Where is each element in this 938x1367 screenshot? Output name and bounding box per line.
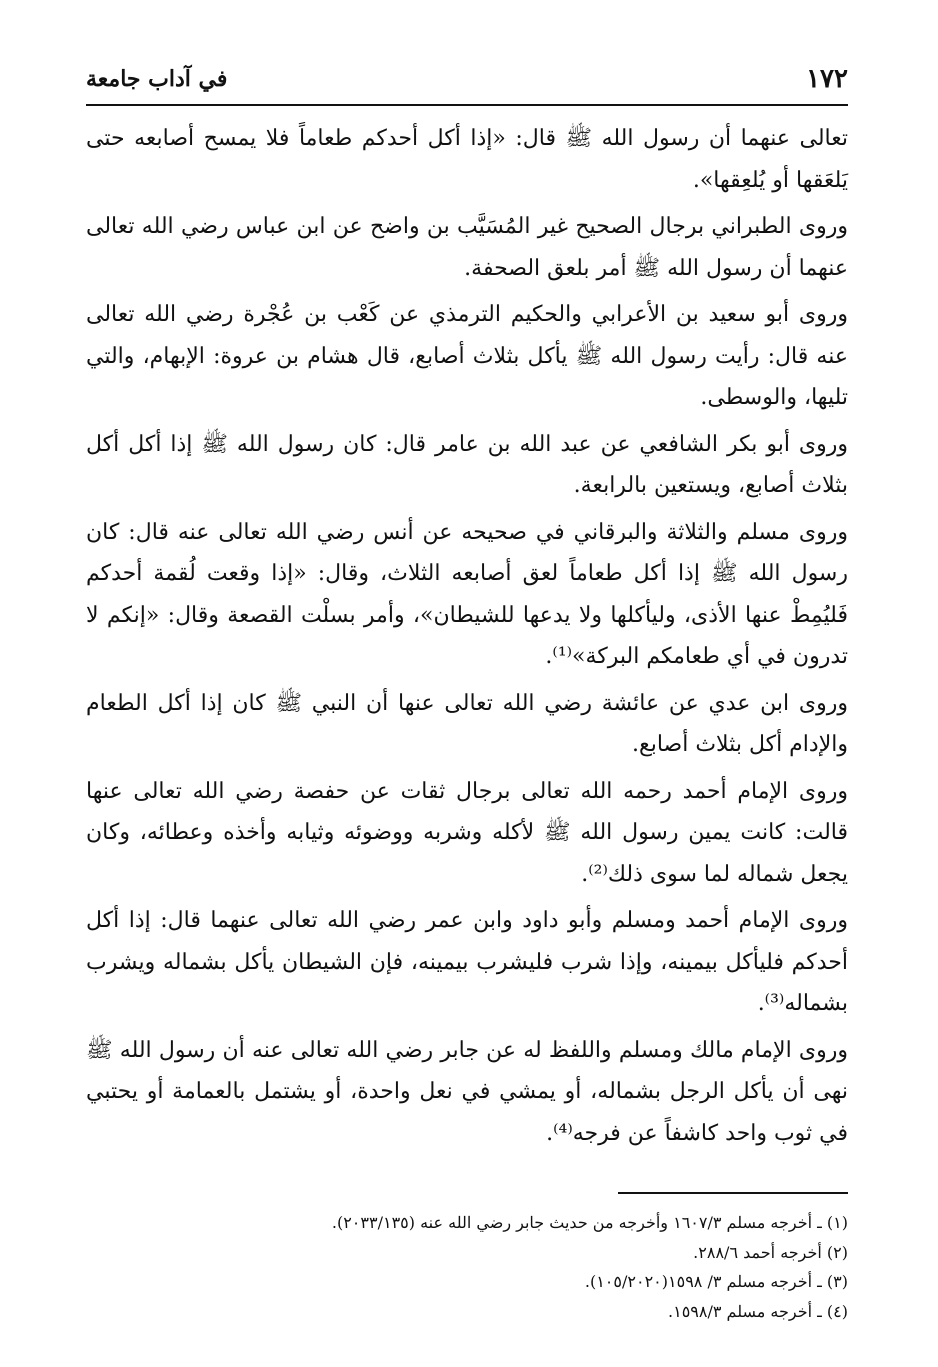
paragraph: وروى الإمام مالك ومسلم واللفظ له عن جابر رضي الله تعالى عنه أن رسول الله ﷺ نهى أن يأكل الرجل بشماله، أو يمشي في نعل واحدة، أو يشتمل بالعمامة أو يحتبي في ثوب واحد كاشفاً عن فرجه⁽⁴⁾. — [86, 1037, 849, 1146]
footnote: (٢) أخرجه أحمد ٢٨٨/٦. — [693, 1242, 848, 1262]
paragraph: وروى الطبراني برجال الصحيح غير المُسَيَّب بن واضح عن ابن عباس رضي الله تعالى عنهما أن رسول الله ﷺ أمر بلعق الصحفة. — [86, 214, 848, 281]
footnote: (١) ـ أخرجه مسلم ١٦٠٧/٣ وأخرجه من حديث جابر رضي الله عنه (٢٠٣٣/١٣٥). — [331, 1213, 848, 1232]
paragraph: تعالى عنهما أن رسول الله ﷺ قال: «إذا أكل أحدكم طعاماً فلا يمسح أصابعه حتى يَلعَقها أو يُلعِقها». — [86, 126, 848, 193]
running-title: في آداب جامعة — [86, 66, 228, 92]
page-number: ١٧٢ — [806, 64, 848, 94]
footnotes — [86, 1208, 848, 1326]
paragraph: وروى الإمام أحمد رحمه الله تعالى برجال ثقات عن حفصة رضي الله تعالى عنها قالت: كانت يمين رسول الله ﷺ لأكله وشربه ووضوئه وثيابه وأخذه وعطائه، وكان يجعل شماله لما سوى ذلك⁽²⁾. — [86, 778, 848, 887]
main-text — [86, 118, 848, 1159]
page-header — [86, 52, 848, 106]
paragraph: وروى أبو سعيد بن الأعرابي والحكيم الترمذي عن كَعْب بن عُجْرة رضي الله تعالى عنه قال: رأيت رسول الله ﷺ يأكل بثلاث أصابع، قال هشام بن عروة: الإبهام، والتي تليها، والوسطى. — [86, 302, 848, 410]
paragraph: وروى الإمام أحمد ومسلم وأبو داود وابن عمر رضي الله تعالى عنهما قال: إذا أكل أحدكم فليأكل بيمينه، وإذا شرب فليشرب بيمينه، فإن الشيطان يأكل بشماله ويشرب بشماله⁽³⁾. — [86, 908, 848, 1016]
footnote: (٣) ـ أخرجه مسلم ٣/ ١٥٩٨(١٠٥/٢٠٢٠). — [584, 1272, 848, 1291]
paragraph: وروى أبو بكر الشافعي عن عبد الله بن عامر قال: كان رسول الله ﷺ إذا أكل أكل بثلاث أصابع، ويستعين بالرابعة. — [86, 431, 848, 498]
footnote: (٤) ـ أخرجه مسلم ١٥٩٨/٣. — [668, 1301, 848, 1321]
paragraph: وروى ابن عدي عن عائشة رضي الله تعالى عنها أن النبي ﷺ كان إذا أكل الطعام والإدام أكل بثلاث أصابع. — [86, 690, 848, 757]
paragraph: وروى مسلم والثلاثة والبرقاني في صحيحه عن أنس رضي الله تعالى عنه قال: كان رسول الله ﷺ إذا أكل طعاماً لعق أصابعه الثلاث، وقال: «إذا وقعت لُقمة أحدكم فَليُمِطْ عنها الأذى، وليأكلها ولا يدعها للشيطان»، وأمر بسلْت القصعة وقال: «إنكم لا تدرون في أي طعامكم البركة»⁽¹⁾. — [86, 519, 848, 669]
footnote-divider — [618, 1192, 848, 1194]
